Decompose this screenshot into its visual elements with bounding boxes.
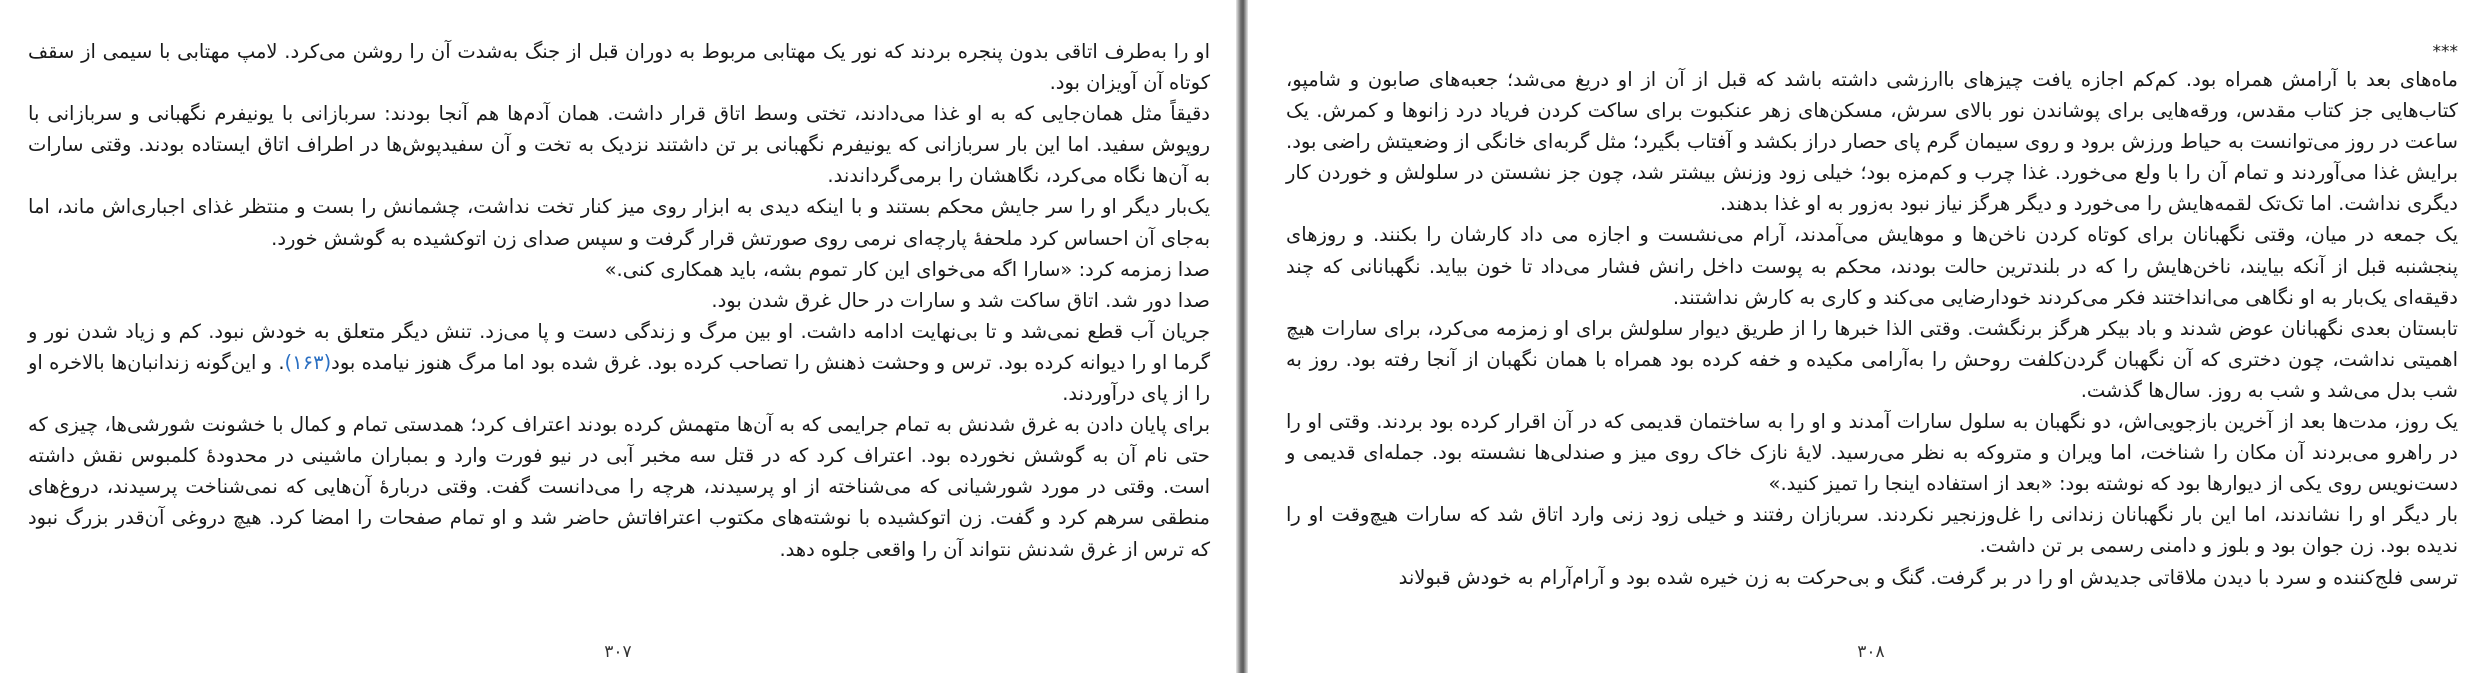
paragraph-tail: . و این‌گونه زندانبان‌ها بالاخره او را از پای درآوردند. (28, 350, 1210, 406)
book-gutter (1236, 0, 1248, 673)
paragraph: صدا زمزمه کرد: «سارا اگه می‌خوای این کار تموم بشه، باید همکاری کنی.» (604, 257, 1210, 281)
page-number: ۳۰۸ (1857, 642, 1885, 662)
section-break: *** (2432, 42, 2458, 62)
paragraph: صدا دور شد. اتاق ساکت شد و سارات در حال غرق شدن بود. (711, 288, 1210, 312)
paragraph: یک روز، مدت‌ها بعد از آخرین بازجویی‌اش، دو نگهبان به سلول سارات آمدند و او را به ساختمان قدیمی که در آن اقرار کرده بود بردند. وقتی او را در راهرو می‌بردند آن مکان را شناخت، اما ویران و متروکه به نظر می‌رسید. لایهٔ نازک خاک روی میز و صندلی‌ها نشسته بود. جمله‌ای قدیمی و دست‌نویس روی یکی از دیوارها بود که نوشته بود: «بعد از استفاده اینجا را تمیز کنید.» (1286, 410, 2458, 496)
paragraph-with-footnote (28, 316, 1210, 409)
paragraph: برای پایان دادن به غرق شدنش به تمام جرایمی که به آن‌ها متهمش کرده بودند اعتراف کرد؛ همدستی تمام و کمال با خشونت شورشی‌ها، چیزی که حتی نام آن به گوشش نخورده بود. اعتراف کرد که در قتل سه مخبر آبی در نیو فورت وارد و بمباران ماشینی در محدودهٔ کلمبوس نقش داشته است. وقتی در مورد شورشیانی که می‌شناخته از او پرسیدند، هرچه را می‌دانست گفت. وقتی دربارهٔ آن‌هایی که نمی‌شناخت پرسیدند، دروغ‌های منطقی سرهم کرد و گفت. زن اتوکشیده با نوشته‌های مکتوب اعترافاتش حاضر شد و او تمام صفحات را امضا کرد. هیچ دروغی آن‌قدر بزرگ نبود که ترس از غرق شدنش نتواند آن را واقعی جلوه دهد. (28, 413, 1210, 561)
paragraph-text: جریان آب قطع نمی‌شد و تا بی‌نهایت ادامه داشت. او بین مرگ و زندگی دست و پا می‌زد. تنش دیگر متعلق به خودش نبود. کم و زیاد شدن نور و گرما او را دیوانه کرده بود. ترس و وحشت ذهنش را تصاحب کرده بود. غرق شده بود اما مرگ هنوز نیامده بود (28, 319, 1210, 374)
paragraph: بار دیگر او را نشاندند، اما این بار نگهبانان زندانی را غل‌وزنجیر نکردند. سربازان رفتند و خیلی زود زنی وارد اتاق شد که سارات هیچ‌وقت او را ندیده بود. زن جوان بود و بلوز و دامنی رسمی بر تن داشت. (1286, 503, 2458, 558)
paragraph: ترسی فلج‌کننده و سرد با دیدن ملاقاتی جدیدش او را در بر گرفت. گنگ و بی‌حرکت به زن خیره شده بود و آرام‌آرام به خودش قبولاند (1398, 565, 2458, 589)
right-page-text (1286, 36, 2458, 593)
paragraph: دقیقاً مثل همان‌جایی که به او غذا می‌دادند، تختی وسط اتاق قرار داشت. همان آدم‌ها هم آنجا بودند: سربازانی با یونیفرم نگهبانی و سربازانی با روپوش سفید. اما این بار سربازانی که یونیفرم نگهبانی بر تن داشتند نزدیک به تخت و آن سفیدپوش‌ها در اطراف اتاق ایستاده بودند. وقتی سارات به آن‌ها نگاه می‌کرد، نگاهشان را برمی‌گرداندند. (28, 102, 1210, 188)
page-number: ۳۰۷ (604, 642, 632, 662)
paragraph: یک جمعه در میان، وقتی نگهبانان برای کوتاه کردن ناخن‌ها و موهایش می‌آمدند، آرام می‌نشست و اجازه می داد کارشان را بکنند. و روزهای پنجشنبه قبل از آنکه بیایند، ناخن‌هایش را که در بلندترین حالت بودند، محکم به پوست داخل رانش فشار می‌داد تا خون بیاید. نگهبانانی که چند دقیقه‌ای یک‌بار به او نگاهی می‌انداختند فکر می‌کردند خودارضایی می‌کند و کاری به کارش نداشتند. (1286, 223, 2458, 309)
right-page (1248, 0, 2484, 673)
left-page (0, 0, 1236, 673)
left-page-text (28, 36, 1210, 565)
paragraph: یک‌بار دیگر او را سر جایش محکم بستند و با اینکه دیدی به ابزار روی میز کنار تخت نداشت، چشمانش را بست و منتظر غذای اجباری‌اش ماند، اما به‌جای آن احساس کرد ملحفهٔ پارچه‌ای نرمی روی صورتش قرار گرفت و سپس صدای زن اتوکشیده به گوشش خورد. (28, 195, 1210, 250)
paragraph: تابستان بعدی نگهبانان عوض شدند و باد بیکر هرگز برنگشت. وقتی الذا خبرها را از طریق دیوار سلولش برای او زمزمه می‌کرد، برای سارات هیچ اهمیتی نداشت، چون دختری که آن نگهبان گردن‌کلفت روحش را به‌آرامی مکیده و خفه کرده بود همراه با همان نگهبان از آنجا رفته بود. روز به شب بدل می‌شد و شب به روز. سال‌ها گذشت. (1286, 316, 2458, 402)
paragraph: ماه‌های بعد با آرامش همراه بود. کم‌کم اجازه یافت چیزهای باارزشی داشته باشد که قبل از آن از او دریغ می‌شد؛ جعبه‌های صابون و شامپو، کتاب‌هایی جز کتاب مقدس، ورقه‌هایی برای پوشاندن نور بالای سرش، مسکن‌های زهر عنکبوت برای ساکت کردن فریاد درد زانوها و کمرش. یک ساعت در روز می‌توانست به حیاط ورزش برود و روی سیمان گرم پای حصار دراز بکشد و آفتاب بگیرد؛ مثل گربه‌ای خانگی از وضعیتش راضی بود. برایش غذا می‌آوردند و تمام آن را با ولع می‌خورد. غذا چرب و کم‌مزه بود؛ خیلی زود وزنش بیشتر شد، چون جز نشستن در سلولش و خوردن کار دیگری نداشت. اما تک‌تک لقمه‌هایش را می‌خورد و دیگر هرگز نیاز نبود به‌زور به او غذا بدهند. (1286, 68, 2458, 216)
paragraph: او را به‌طرف اتاقی بدون پنجره بردند که نور یک مهتابی مربوط به دوران قبل از جنگ به‌شدت آن را روشن می‌کرد. لامپ مهتابی با سیمی از سقف کوتاه آن آویزان بود. (28, 40, 1210, 95)
footnote-link[interactable]: (۱۶۳) (284, 350, 332, 374)
